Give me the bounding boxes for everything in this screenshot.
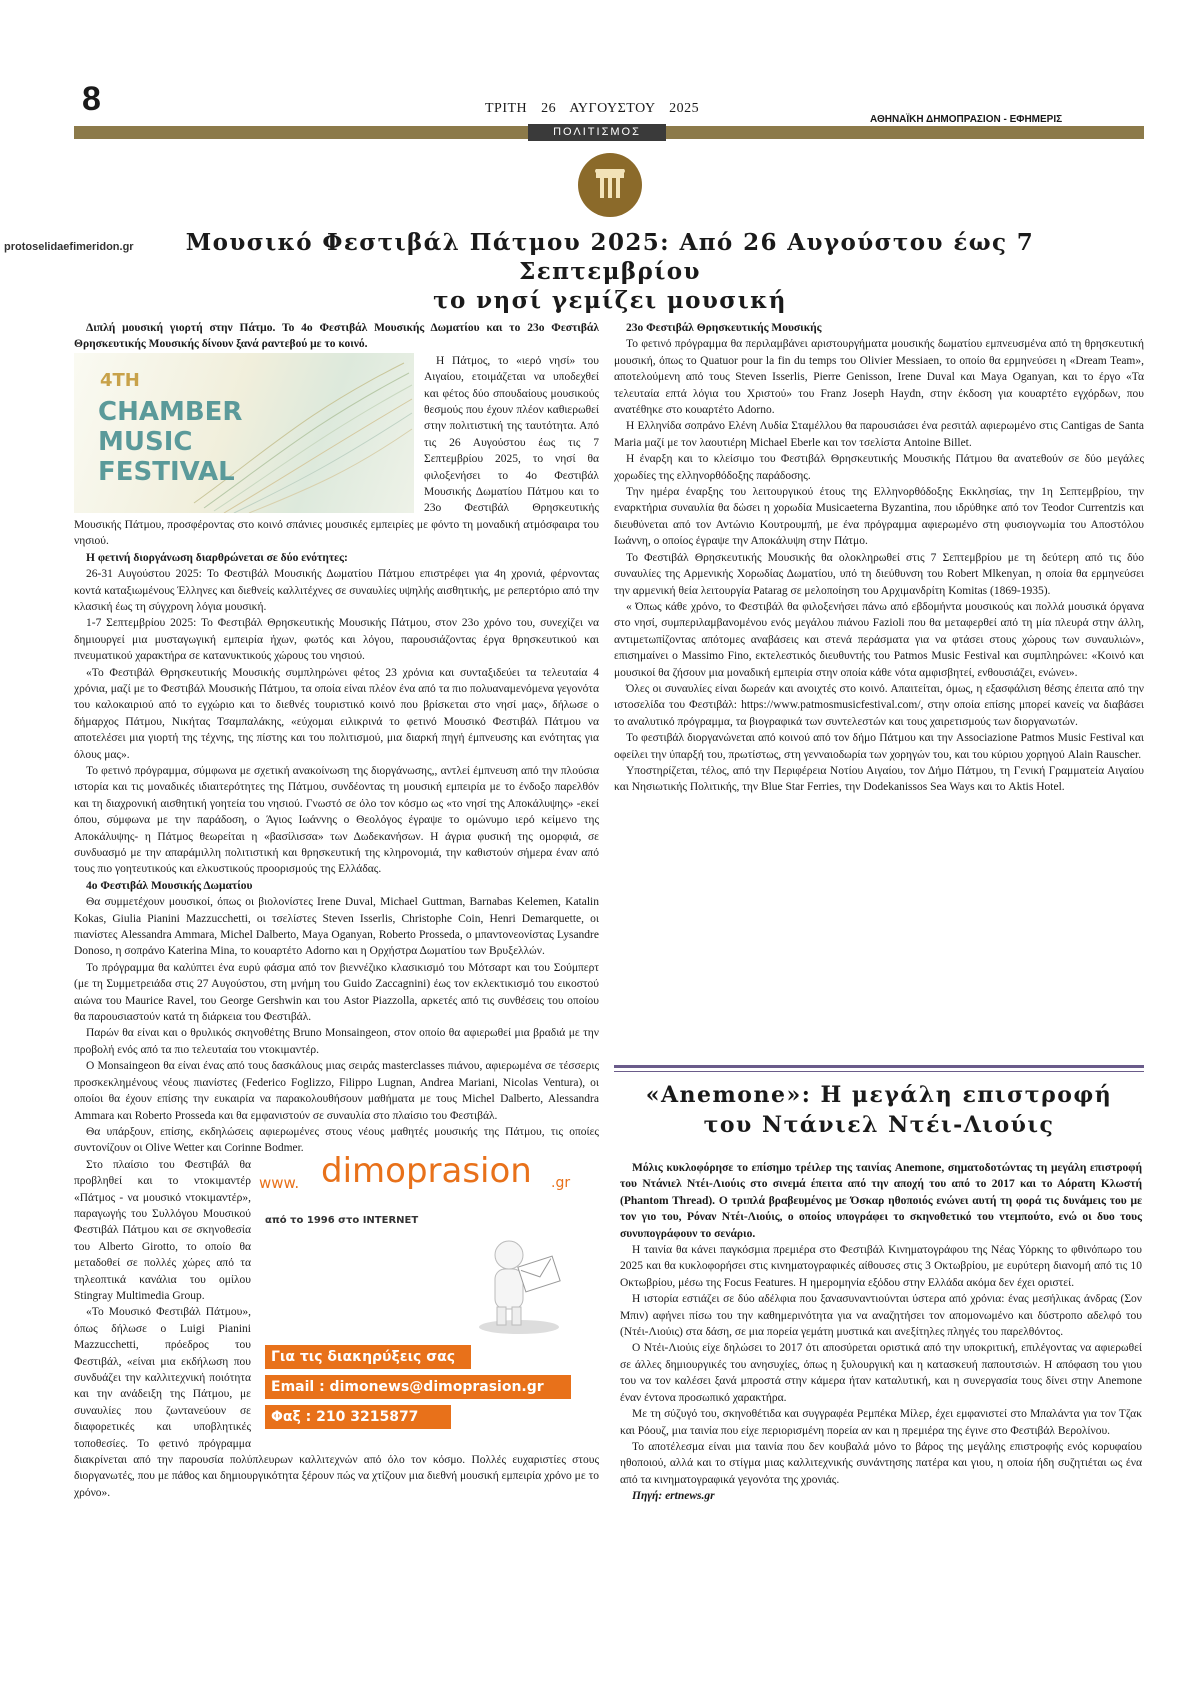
dimoprasion-ad	[259, 1150, 599, 1433]
article-lead: Διπλή μουσική γιορτή στην Πάτμο. Το 4ο Φεστιβάλ Μουσικής Δωματίου και το 23ο Φεστιβάλ Θρησκευτικής Μουσικής δίνουν ξανά ραντεβού με το κοινό.	[74, 322, 599, 351]
poster-title: CHAMBER MUSIC FESTIVAL	[98, 396, 243, 487]
ad-fax: Φαξ : 210 3215877	[265, 1405, 451, 1429]
article2-source: Πηγή: ertnews.gr	[632, 1490, 715, 1503]
festival-poster	[74, 353, 414, 513]
mascot-icon	[459, 1227, 579, 1337]
article2-headline: «Anemone»: Η μεγάλη επιστροφή του Ντάνιελ Ντέι-Λιούις	[645, 1082, 1113, 1138]
column-icon	[578, 153, 642, 217]
page-number: 8	[82, 80, 101, 118]
subheading: 23ο Φεστιβάλ Θρησκευτικής Μουσικής	[626, 322, 822, 334]
month: ΑΥΓΟΥΣΤΟΥ	[569, 101, 656, 116]
ad-tld: .gr	[551, 1174, 571, 1191]
article-divider-thin	[614, 1071, 1144, 1072]
article2-body: Μόλις κυκλοφόρησε το επίσημο τρέιλερ της ταινίας Anemone, σηματοδοτώντας τη μεγάλη επιστροφή του Ντάνιελ Ντέι-Λιούις στο σινεμά έπειτα από την αποχή του από το 2017 και το Αόρατη Κλωστή (Phantom Thread). Ο τριπλά βραβευμένος με Όσκαρ ηθοποιός ενώνει αυτή τη φορά τις δυνάμεις του με τον γιο του, Ρόναν Ντέι-Λιούις, ο οποίος υπογράφει το σκηνοθετικό του ντεμπούτο, ενώ οι δυο τους συνυπογράφουν το σενάριο. Η ταινία θα κάνει παγκόσμια πρεμιέρα στο Φεστιβάλ Κινηματογράφου της Νέας Υόρκης το φθινόπωρο του 2025 και θα κυκλοφορήσει στις κινηματογραφικές αίθουσες στις 3 Οκτωβρίου, με ευρύτερη διανομή από τις 10 Οκτωβρίου, μέσω της Focus Features. Η ημερομηνία εξόδου στην Ελλάδα ακόμα δεν έχει οριστεί. Η ιστορία εστιάζει σε δύο αδέλφια που ξανασυναντιούνται ύστερα από χρόνια: ένας μεσήλικας άνδρας (Σον Μπιν) αφήνει πίσω του την καθημερινότητα για να αναζητήσει τον απομονωμένο και δύστροπο αδελφό του (Ντέι-Λιούις) στα δάση, σε μια πορεία γεμάτη μυστικά και ανεξίτηλες πληγές του παρελθόντος. Ο Ντέι-Λιούις είχε δηλώσει το 2017 ότι αποσύρεται οριστικά από την υποκριτική, επιλέγοντας να αφιερωθεί σε άλλες δημιουργικές του ανησυχίες, όπως η ξυλουργική και η κατασκευή παπουτσιών. Η απόφαση του γιου του να τον καλέσει ξανά μπροστά στην κάμερα ήταν καταλυτική, και η συνεργασία τους δίνει στην Anemone έναν έντονα προσωπικό χαρακτήρα. Με τη σύζυγό του, σκηνοθέτιδα και συγγραφέα Ρεμπέκα Μίλερ, έχει εμφανιστεί στο Μπαλάντα για τον Τζακ και Ρόουζ, μια ταινία που είχε περιορισμένη πορεία αν και η πρεμιέρα της έγινε στο Φεστιβάλ Βερολίνου. Το αποτέλεσμα είναι μια ταινία που δεν κουβαλά μόνο το βάρος της μεγάλης επιστροφής ενός κορυφαίου ηθοποιού, αλλά και το στίγμα μιας καλλιτεχνικής συνάντησης πατέρα και γιου, η οποία ήδη συζητιέται ως ένα από τα κινηματογραφικά γεγονότα της χρονιάς. Πηγή: ertnews.gr	[620, 1160, 1142, 1505]
ad-brand: dimoprasion	[321, 1150, 532, 1191]
weekday: ΤΡΙΤΗ	[485, 101, 528, 116]
ad-www: www.	[259, 1173, 300, 1192]
article-divider	[614, 1065, 1144, 1068]
year: 2025	[669, 101, 700, 116]
article-headline: Μουσικό Φεστιβάλ Πάτμου 2025: Από 26 Αυγούστου έως 7 Σεπτεμβρίου το νησί γεμίζει μουσική	[185, 229, 1035, 314]
article-column-right: 23ο Φεστιβάλ Θρησκευτικής Μουσικής Το φετινό πρόγραμμα θα περιλαμβάνει αριστουργήματα μουσικής δωματίου εμπνευσμένα από τη θρησκευτική μουσική, όπως το Quatuor pour la fin du temps του Olivier Messiaen, το οποίο θα ερμηνεύσει η «Dream Team», αποτελούμενη από τους Steven Isserlis, Pierre Genisson, Irene Duval και Maya Oganyan, και το έργο «Τα τελευταία επτά λόγια του Χριστού» του Franz Joseph Haydn, στην έκδοση για κουαρτέτο εγχόρδων, που ανατέθηκε στο κουαρτέτο Adorno. Η Ελληνίδα σοπράνο Ελένη Λυδία Σταμέλλου θα παρουσιάσει ένα ρεσιτάλ αφιερωμένο στις Cantigas de Santa Maria μαζί με τον λαουτιέρη Michael Eberle και τον τσελίστα Antoine Billet. Η έναρξη και το κλείσιμο του Φεστιβάλ Θρησκευτικής Μουσικής Πάτμου θα ανατεθούν σε δύο μεγάλες χορωδίες της ελληνορθόδοξης παράδοσης. Την ημέρα έναρξης του λειτουργικού έτους της Ελληνορθόδοξης Εκκλησίας, την 1η Σεπτεμβρίου, την εναρκτήρια συναυλία θα δώσει η χορωδία Musicaeterna Byzantina, που ιδρύθηκε από τον Teodor Currentzis και διευθύνεται από τον Αντώνιο Κουτρουμπή, με ένα πρόγραμμα αφιερωμένο στη φυσιογνωμία του Αποστόλου Ιωάννη, ο οποίος έγραψε την Αποκάλυψη στην Πάτμο. Το Φεστιβάλ Θρησκευτικής Μουσικής θα ολοκληρωθεί στις 7 Σεπτεμβρίου με τη δεύτερη από τις δύο συναυλίες της Αρμενικής Χορωδίας Δωματίου, υπό τη διεύθυνση του Robert Mlkenyan, η οποία θα ερμηνεύσει την αρμενική θεία λειτουργία Patarag σε μελοποίηση του Αρχιμανδρίτη Komitas (1869-1935). « Όπως κάθε χρόνο, το Φεστιβάλ θα φιλοξενήσει πάνω από εβδομήντα μουσικούς και πολλά μουσικά όργανα στο νησί, συμπεριλαμβανομένου ενός μεγάλου πιάνου Fazioli που θα μεταφερθεί από τη μία πλευρά στην άλλη, αντιμετωπίζοντας απότομες αναβάσεις και στενά περάσματα για να φτάσει στους χώρους των συναυλιών», επισημαίνει ο Massimo Fino, εκτελεστικός διευθυντής του Patmos Music Festival και συμπληρώνει: «Κοινό και μουσικοί θα ζήσουν μια μοναδική εμπειρία στην οποία κάθε νότα αμφισβητεί, ενθουσιάζει, ενώνει». Όλες οι συναυλίες είναι δωρεάν και ανοιχτές στο κοινό. Απαιτείται, όμως, η εξασφάλιση θέσης έπειτα από την ιστοσελίδα του Φεστιβάλ: https://www.patmosmusicfestival.com/, στην οποία επίσης μπορεί κανείς να διαβάσει το αναλυτικό πρόγραμμα, τα βιογραφικά των συντελεστών και τους χαιρετισμούς των διοργανωτών. Το φεστιβάλ διοργανώνεται από κοινού από τον δήμο Πάτμου και την Associazione Patmos Music Festival και οφείλει την ύπαρξή του, πρωτίστως, στη γενναιοδωρία των χορηγών του, και του κύριου χορηγού Alain Rauscher. Υποστηρίζεται, τέλος, από την Περιφέρεια Νοτίου Αιγαίου, τον Δήμο Πάτμου, τη Γενική Γραμματεία Αιγαίου και Νησιωτικής Πολιτικής, την Blue Star Ferries, την Dodekanissos Sea Ways και το Aktis Hotel.	[614, 322, 1144, 794]
subheading: Η φετινή διοργάνωση διαρθρώνεται σε δύο ενότητες:	[86, 551, 348, 564]
article2-lead: Μόλις κυκλοφόρησε το επίσημο τρέιλερ της ταινίας Anemone, σηματοδοτώντας τη μεγάλη επιστροφή του Ντάνιελ Ντέι-Λιούις στο σινεμά έπειτα από την αποχή του από το 2017 και το Αόρατη Κλωστή (Phantom Thread). Ο τριπλά βραβευμένος με Όσκαρ ηθοποιός ενώνει αυτή τη φορά τις δυνάμεις του με τον γιο του, Ρόναν Ντέι-Λιούις, ο οποίος υπογράφει το σκηνοθετικό του ντεμπούτο, ενώ οι δυο τους συνυπογράφουν το σενάριο.	[620, 1162, 1142, 1240]
ad-email: Email : dimonews@dimoprasion.gr	[265, 1375, 571, 1399]
section-label: ΠΟΛΙΤΙΣΜΟΣ	[528, 124, 666, 141]
poster-edition: 4TH	[100, 369, 140, 391]
article-column-left: Διπλή μουσική γιορτή στην Πάτμο. Το 4ο Φεστιβάλ Μουσικής Δωματίου και το 23ο Φεστιβάλ Θρησκευτικής Μουσικής δίνουν ξανά ραντεβού με το κοινό. 4TH CHAMBER MUSIC FESTIVAL Η Πάτμος, το «ιερό νησί» του Αιγαίου, ετοιμάζεται να υποδεχθεί και φέτος δύο σπουδαίους μουσικούς θεσμούς που έχουν πλέον καθιερωθεί στην πολιτιστική της ταυτότητα. Από τις 26 Αυγούστου έως τις 7 Σεπτεμβρίου 2025, το νησί θα φιλοξενήσει το 4ο Φεστιβάλ Μουσικής Δωματίου Πάτμου και το 23ο Φεστιβάλ Θρησκευτικής Μουσικής Πάτμου, προσφέροντας στο κοινό σπάνιες μουσικές εμπειρίες με φόντο τη μοναδική ατμόσφαιρα του νησιού. Η φετινή διοργάνωση διαρθρώνεται σε δύο ενότητες: 26-31 Αυγούστου 2025: Το Φεστιβάλ Μουσικής Δωματίου Πάτμου επιστρέφει για 4η χρονιά, φέρνοντας κοντά καταξιωμένους Έλληνες και διεθνείς καλλιτέχνες σε συναυλίες υψηλής αισθητικής, με ρεπερτόριο από την κλασική έως τη σύγχρονη λόγια μουσική. 1-7 Σεπτεμβρίου 2025: Το Φεστιβάλ Θρησκευτικής Μουσικής Πάτμου, στον 23ο χρόνο του, συνεχίζει να δημιουργεί μια μυσταγωγική εμπειρία ήχων, φωτός και λόγου, παρουσιάζοντας έργα θρησκευτικού και πνευματικού χαρακτήρα σε κατανυκτικούς χώρους του νησιού. «Το Φεστιβάλ Θρησκευτικής Μουσικής συμπληρώνει φέτος 23 χρόνια και συνταξιδεύει τα τελευταία 4 χρόνια, μαζί με το Φεστιβάλ Μουσικής Πάτμου, τα οποία είναι πλέον ένα από τα πιο πολυαναμενόμενα γεγονότα του καλοκαιριού από το εγχώριο και το διεθνές τουριστικό κοινό που βρίσκεται στο νησί μας», δήλωσε ο δήμαρχος Πάτμου, Νικήτας Τσαμπαλάκης, «εύχομαι ειλικρινά το φετινό Μουσικό Φεστιβάλ Πάτμου να αποτελέσει μια γιορτή της τέχνης, της πίστης και του πολιτισμού, μια διαρκή πηγή έμπνευσης και ενότητας για όλους μας». Το φετινό πρόγραμμα, σύμφωνα με σχετική ανακοίνωση της διοργάνωσης,, αντλεί έμπνευση από την πλούσια ιστορία και τις μοναδικές ιδιαιτερότητες της Πάτμου, συνδέοντας τη μουσική εμπειρία με το ένδοξο παρελθόν και τη διαχρονική αισθητική γοητεία του νησιού. Γνωστό σε όλο τον κόσμο ως «το νησί της Αποκάλυψης» -εκεί όπου, σύμφωνα με την παράδοση, ο Άγιος Ιωάννης ο Θεολόγος έγραψε το ομώνυμο ιερό κείμενο της Αποκάλυψης- η Πάτμος θεωρείται η «βασίλισσα» των Δωδεκανήσων. Η άγρια φυσική της ομορφιά, σε συνδυασμό με την απαράμιλλη πολιτιστική και θρησκευτική της κληρονομιά, την καθιστούν σήμερα έναν από τους πιο γοητευτικούς και ελκυστικούς προορισμούς της Ελλάδας. 4ο Φεστιβάλ Μουσικής Δωματίου Θα συμμετέχουν μουσικοί, όπως οι βιολονίστες Irene Duval, Michael Guttman, Barnabas Kelemen, Katalin Kokas, Giulia Pianini Mazzucchetti, οι τσελίστες Steven Isserlis, Christophe Coin, Henri Demarquette, οι πιανίστες Alessandra Ammara, Michel Dalberto, Maya Oganyan, Roberto Prosseda, ο μπαντονεονίστας Lysandre Donoso, η σοπράνο Katerina Mina, το κουαρτέτο Adorno και η Ορχήστρα Δωματίου των Βρυξελλών. Το πρόγραμμα θα καλύπτει ένα ευρύ φάσμα από τον βιεννέζικο κλασικισμό του Μότσαρτ και του Σούμπερτ (με τη Συμμετρειάδα στις 27 Αυγούστου, στη μνήμη του Guido Zaccagnini) έως τον εκλεκτικισμό του εικοστού αιώνα του Maurice Ravel, του George Gershwin και του Astor Piazzolla, αρκετές από τις συνθέσεις του οποίου θα παρουσιαστούν κατά τη διάρκεια του Φεστιβάλ. Παρών θα είναι και ο θρυλικός σκηνοθέτης Bruno Monsaingeon, στον οποίο θα αφιερωθεί μια βραδιά με την προβολή ενός από τα πιο τελευταία του ντοκιμαντέρ. Ο Monsaingeon θα είναι ένας από τους δασκάλους μιας σειράς masterclasses πιάνου, αφιερωμένα σε τέσσερις προσκεκλημένους νέους πιανίστες (Federico Foglizzo, Filippo Lugnan, Andrea Mariani, Nicolas Ventura), οι οποίοι θα έχουν επίσης την ευκαιρία να παρακολουθήσουν μαθήματα με τους Michel Dalberto, Alessandra Ammara και Roberto Prosseda και θα εμφανιστούν σε συναυλία στο πλαίσιο του Φεστιβάλ. Θα υπάρξουν, επίσης, εκδηλώσεις αφιερωμένες στους νέους μαθητές μουσικής της Πάτμου, τις οποίες συντονίζουν οι Olive Wetter και Corinne Bodmer. www. dimoprasion .gr από το 1996 στο INTERNET Για τις διακηρύξεις σας Email : dimonews@dimoprasion.gr Φαξ : 210 3215877 Στο πλαίσιο του Φεστιβάλ θα προβληθεί και το ντοκιμαντέρ «Πάτμος - να μουσικό ντοκιμαντέρ», παραγωγής του Συλλόγου Μουσικού Φεστιβάλ Πάτμου και σε σκηνοθεσία του Alberto Girotto, το οποίο θα μεταδοθεί σε πολλές χώρες από τα τηλεοπτικά κανάλια του ομίλου Stingray Multimedia Group. «Το Μουσικό Φεστιβάλ Πάτμου», όπως δήλωσε ο Luigi Pianini Mazzucchetti, πρόεδρος του Φεστιβάλ, «είναι μια εκδήλωση που συνδυάζει την καλλιτεχνική ποιότητα και την ανάδειξη της Πάτμου, με συναυλίες που ζωντανεύουν σε διαφορετικές και υποβλητικές τοποθεσίες. Το φετινό πρόγραμμα διακρίνεται από την παρουσία πολύπλευρων καλλιτεχνών από όλο τον κόσμο. Πολλές ευχαριστίες στους διοργανωτές, που με πάθος και δημιουργικότητα ξέρουν πώς να χτίζουν μια διεθνή μουσική εμπειρία χρόνο με το χρόνο».	[74, 322, 599, 1499]
day: 26	[541, 101, 557, 116]
ad-line1: Για τις διακηρύξεις σας	[265, 1345, 471, 1369]
watermark: protoselidaefimeridon.gr	[4, 241, 134, 253]
dateline	[485, 101, 699, 117]
ad-since: από το 1996 στο INTERNET	[265, 1214, 419, 1226]
subheading: 4ο Φεστιβάλ Μουσικής Δωματίου	[86, 879, 253, 892]
masthead: ΑΘΗΝΑΪΚΗ ΔΗΜΟΠΡΑΣΙΟΝ - ΕΦΗΜΕΡΙΣ	[870, 114, 1063, 125]
